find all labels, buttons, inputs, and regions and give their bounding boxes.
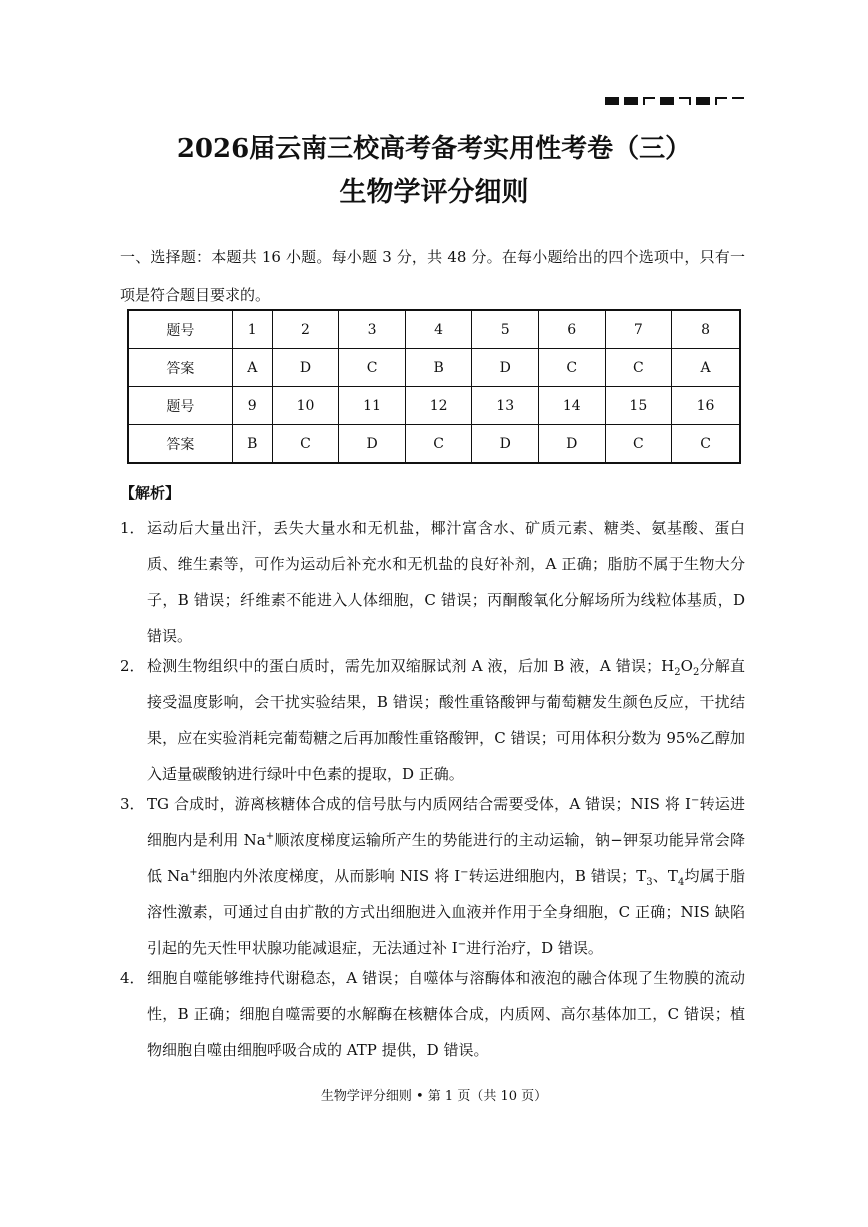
item-number: 4． (120, 969, 145, 987)
table-cell: 10 (272, 387, 339, 425)
mark-corner (643, 97, 655, 105)
subscript: 4 (677, 877, 685, 888)
table-cell: C (605, 425, 672, 464)
item-number: 3． (120, 795, 145, 813)
item-text (147, 786, 745, 966)
analysis-item (120, 786, 745, 966)
page-subtitle: 生物学评分细则 (339, 177, 529, 208)
table-cell: 9 (232, 387, 272, 425)
table-cell: 8 (672, 310, 740, 349)
table-cell: 题号 (128, 310, 232, 349)
table-cell: 15 (605, 387, 672, 425)
mark-block (660, 97, 674, 105)
table-cell: 5 (472, 310, 539, 349)
table-cell: D (272, 349, 339, 387)
table-cell: 14 (538, 387, 605, 425)
subscript: 3 (646, 877, 653, 888)
table-cell: 答案 (128, 425, 232, 464)
text-run: TG 合成时，游离核糖体合成的信号肽与内质网结合需要受体，A 错误；NIS 将 I (147, 795, 691, 813)
table-cell: C (405, 425, 472, 464)
item-text: 运动后大量出汗，丢失大量水和无机盐，椰汁富含水、矿质元素、糖类、氨基酸、蛋白质、维生素等，可作为运动后补充水和无机盐的良好补剂，A 正确；脂肪不属于生物大分子，B 错误；纤维素不能进入人体细胞，C 错误；丙酮酸氧化分解场所为线粒体基质，D 错误。 (147, 519, 745, 645)
text-run: 均属于脂溶性激素，可通过自由扩散的方式出细胞进入血液并作用于全身细胞，C 正确；NIS 缺陷引起的先天性甲状腺功能减退症，无法通过补 I (147, 867, 745, 957)
text-run: 进行治疗，D 错误。 (466, 939, 603, 957)
mark-block (696, 97, 710, 105)
subscript: 2 (674, 667, 681, 678)
item-text: 细胞自噬能够维持代谢稳态，A 错误；自噬体与溶酶体和液泡的融合体现了生物膜的流动性，B 正确；细胞自噬需要的水解酶在核糖体合成，内质网、高尔基体加工，C 错误；植物细胞自噬由细胞呼吸合成的 ATP 提供，D 错误。 (147, 969, 745, 1059)
analysis-item (120, 510, 745, 654)
answer-table (127, 309, 741, 464)
table-cell: C (272, 425, 339, 464)
analysis-item (120, 960, 745, 1068)
text-run: 转运进细胞内是利用 Na (147, 795, 745, 849)
text-run: 分解直接受温度影响，会干扰实验结果，B 错误；酸性重铬酸钾与葡萄糖发生颜色反应，干扰结果，应在实验消耗完葡萄糖之后再加酸性重铬酸钾，C 错误；可用体积分数为 95%乙醇加入适量碳酸钠进行绿叶中色素的提取，D 正确。 (147, 657, 745, 783)
table-cell: 11 (339, 387, 406, 425)
mark-block (605, 97, 619, 105)
table-cell: 3 (339, 310, 406, 349)
table-cell: 12 (405, 387, 472, 425)
corner-marks (605, 97, 744, 105)
item-text (147, 648, 745, 792)
superscript: − (457, 939, 467, 950)
table-cell: 7 (605, 310, 672, 349)
item-number: 1． (120, 519, 145, 537)
table-cell: B (232, 425, 272, 464)
table-cell: 6 (538, 310, 605, 349)
table-cell: 1 (232, 310, 272, 349)
table-row (128, 425, 740, 464)
text-run: 细胞内外浓度梯度，从而影响 NIS 将 I (197, 867, 461, 885)
text-run: 转运进细胞内，B 错误；T (468, 867, 647, 885)
mark-corner (679, 97, 691, 105)
table-cell: 2 (272, 310, 339, 349)
section-intro: 一、选择题：本题共 16 小题。每小题 3 分，共 48 分。在每小题给出的四个选项中，只有一项是符合题目要求的。 (120, 248, 745, 304)
table-row (128, 310, 740, 349)
table-cell: A (232, 349, 272, 387)
table-cell: A (672, 349, 740, 387)
table-cell: C (672, 425, 740, 464)
table-cell: 16 (672, 387, 740, 425)
analysis-item (120, 648, 745, 792)
page-title: 2026届云南三校高考备考实用性考卷（三） (176, 134, 692, 164)
table-cell: D (472, 349, 539, 387)
superscript: − (690, 795, 700, 806)
mark-corner (715, 97, 727, 105)
table-cell: 答案 (128, 349, 232, 387)
text-run: O (680, 657, 693, 675)
table-cell: D (472, 425, 539, 464)
table-cell: 4 (405, 310, 472, 349)
item-number: 2． (120, 657, 145, 675)
table-cell: 题号 (128, 387, 232, 425)
text-run: 、T (652, 867, 678, 885)
table-cell: C (339, 349, 406, 387)
table-cell: C (605, 349, 672, 387)
superscript: + (189, 867, 198, 878)
table-cell: C (538, 349, 605, 387)
table-cell: D (339, 425, 406, 464)
table-row (128, 349, 740, 387)
page-footer: 生物学评分细则 • 第 1 页（共 10 页） (320, 1089, 548, 1104)
subscript: 2 (692, 667, 700, 678)
analysis-heading: 【解析】 (120, 484, 181, 502)
mark-block (624, 97, 638, 105)
table-row (128, 387, 740, 425)
table-cell: B (405, 349, 472, 387)
text-run: 顺浓度梯度运输所产生的势能进行的主动运输，钠−钾泵功能异常会降低 Na (147, 831, 745, 885)
superscript: + (265, 831, 275, 842)
superscript: − (460, 867, 469, 878)
table-cell: D (538, 425, 605, 464)
mark-corner (732, 97, 744, 105)
table-cell: 13 (472, 387, 539, 425)
text-run: 检测生物组织中的蛋白质时，需先加双缩脲试剂 A 液，后加 B 液，A 错误；H (147, 657, 675, 675)
